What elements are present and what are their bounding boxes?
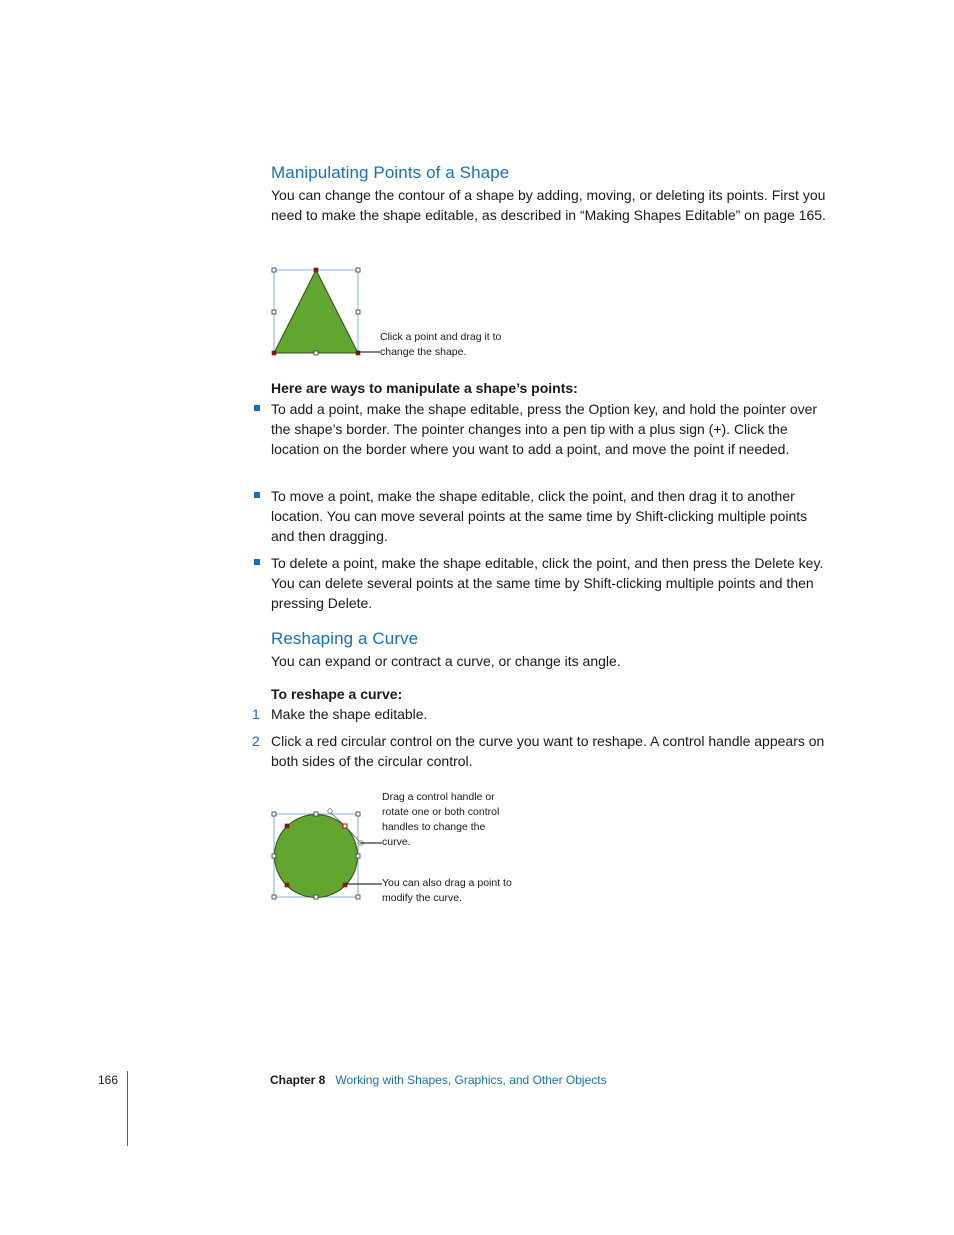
caption-leader-line [346,882,382,886]
curve-control-point[interactable] [285,824,289,828]
bullet-item [250,486,827,546]
step-item [250,731,827,771]
control-handle[interactable] [328,809,332,813]
resize-handle[interactable] [314,351,318,355]
figure-caption: You can also drag a point to modify the curve. [382,877,512,904]
step-text: Make the shape editable. [271,706,428,722]
triangle-figure [268,264,368,360]
figure-caption: Drag a control handle or rotate one or both control handles to change the curve. [382,791,500,848]
step-number: 1 [252,706,260,722]
bullet-text: To add a point, make the shape editable, press the Option key, and hold the pointer over the shape’s border. The pointer changes into a pen tip with a plus sign (+). Click the location on the border where you want to add a point, and move the point if needed. [271,401,818,457]
shape-point[interactable] [272,351,276,355]
section-intro: You can expand or contract a curve, or change its angle. [271,653,621,669]
chapter-title-link[interactable]: Working with Shapes, Graphics, and Other Objects [335,1073,607,1087]
bullet-icon [254,559,260,565]
bullet-item [250,553,827,613]
caption-leader-line [358,350,380,354]
step-text: Click a red circular control on the curve you want to reshape. A control handle appears on both sides of the circular control. [271,733,825,769]
section-heading-manipulating-points: Manipulating Points of a Shape [271,163,510,182]
page-number: 166 [98,1073,119,1087]
figure-caption: Click a point and drag it to change the shape. [380,331,502,358]
bullet-text: To delete a point, make the shape editable, click the point, and then press the Delete key. You can delete several points at the same time by Shift-clicking multiple points and then pressing Delete. [271,555,824,611]
footer-divider [127,1071,128,1146]
chapter-label: Chapter 8 [270,1073,326,1087]
resize-handle[interactable] [272,268,276,272]
resize-handle[interactable] [272,812,276,816]
resize-handle[interactable] [356,895,360,899]
bullet-item [250,399,827,459]
resize-handle[interactable] [314,812,318,816]
resize-handle[interactable] [356,812,360,816]
circle-figure [268,804,383,904]
bullet-text: To move a point, make the shape editable, click the point, and then drag it to another location. You can move several points at the same time by Shift-clicking multiple points and then dragging. [271,488,808,544]
resize-handle[interactable] [272,310,276,314]
resize-handle[interactable] [272,854,276,858]
triangle-shape [274,270,358,353]
section-intro: You can change the contour of a shape by adding, moving, or deleting its points. First you need to make the shape editable, as described in “Making Shapes Editable” on page 165. [271,187,826,223]
shape-point[interactable] [314,268,318,272]
resize-handle[interactable] [356,268,360,272]
resize-handle[interactable] [356,310,360,314]
footer-chapter [270,1071,607,1089]
bullet-icon [254,405,260,411]
resize-handle[interactable] [272,895,276,899]
steps-lead: To reshape a curve: [271,686,403,702]
bullet-icon [254,492,260,498]
step-number: 2 [252,733,260,749]
step-item [250,704,827,724]
resize-handle[interactable] [356,854,360,858]
caption-leader-line [360,841,382,845]
curve-control-point[interactable] [285,883,289,887]
section-heading-reshaping-curve: Reshaping a Curve [271,629,419,648]
curve-control-point-selected[interactable] [343,824,347,828]
resize-handle[interactable] [314,895,318,899]
bullets-lead: Here are ways to manipulate a shape’s points: [271,380,578,396]
